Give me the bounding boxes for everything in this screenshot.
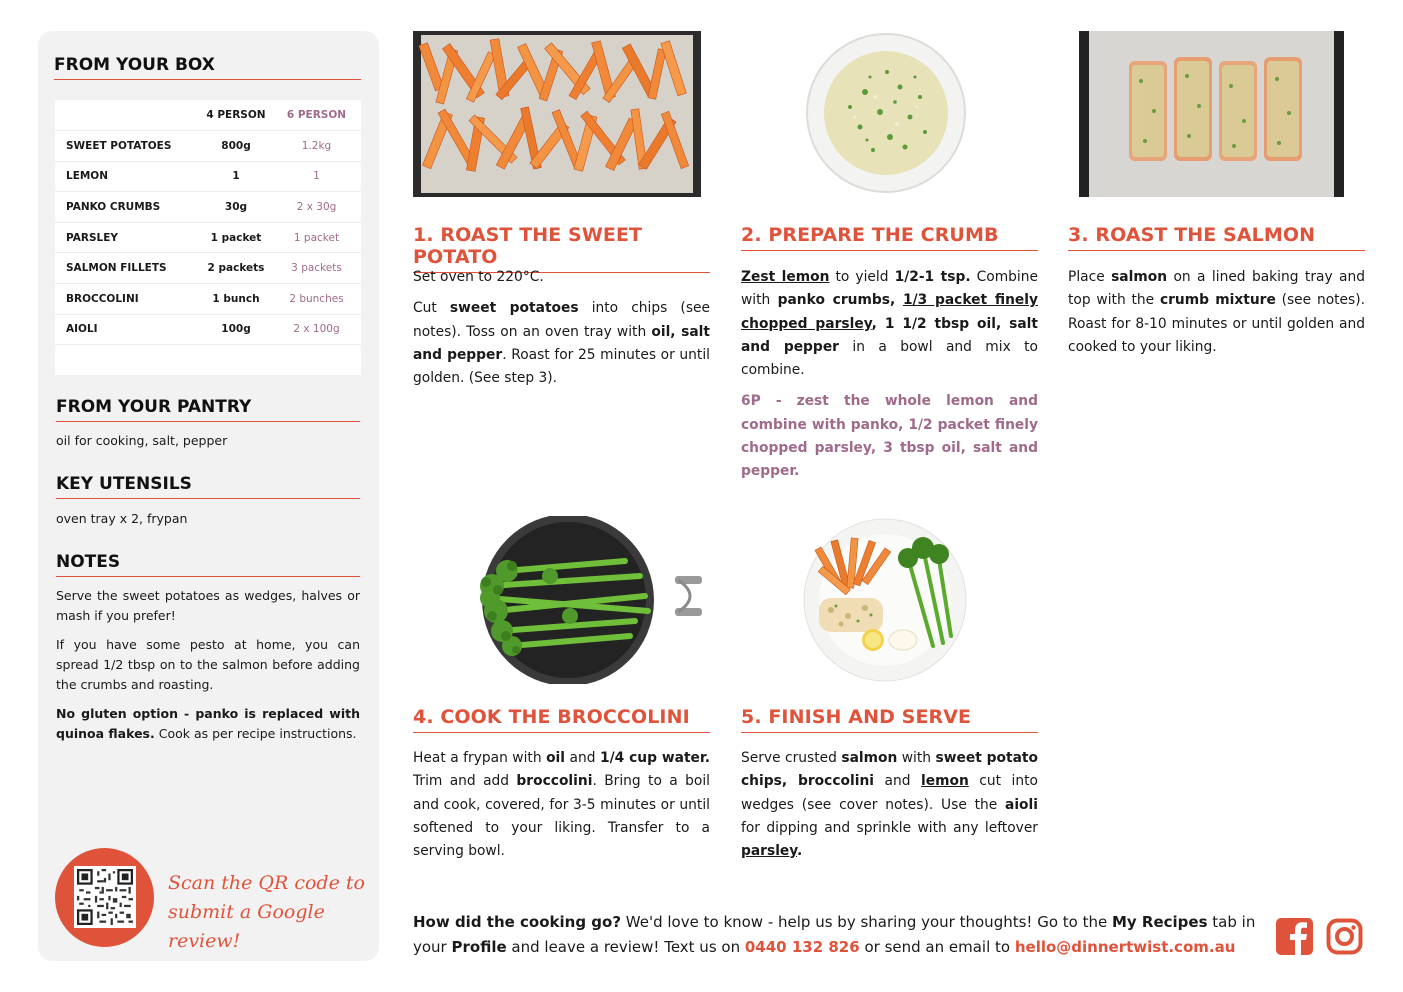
qr-code-icon <box>77 869 133 925</box>
ingredient-name: BROCCOLINI <box>55 284 200 315</box>
qty-4: 2 packets <box>200 253 272 284</box>
ingredient-name: PANKO CRUMBS <box>55 192 200 223</box>
table-row <box>55 192 361 223</box>
note-3: No gluten option - panko is replaced with quinoa flakes. Cook as per recipe instructions. <box>56 706 360 741</box>
ingredient-name: PARSLEY <box>55 222 200 253</box>
from-your-pantry-heading: FROM YOUR PANTRY <box>56 397 360 422</box>
qr-code[interactable] <box>74 866 136 928</box>
note-2: If you have some pesto at home, you can spread 1/2 tbsp on to the salmon before adding the crumbs and roasting. <box>56 637 360 692</box>
step-3-body: Place salmon on a lined baking tray and top with the crumb mixture (see notes). Roast for 8-10 minutes or until golden and cooked to your liking. <box>1068 269 1366 355</box>
qty-4: 30g <box>200 192 272 223</box>
phone-link[interactable]: 0440 132 826 <box>744 938 860 956</box>
table-row <box>55 253 361 284</box>
table-header-row <box>55 100 361 131</box>
key-utensils-heading: KEY UTENSILS <box>56 474 360 499</box>
table-row <box>55 131 361 162</box>
qty-6: 2 x 30g <box>272 192 361 223</box>
crumb-bowl-photo <box>805 32 967 194</box>
step-1-body: Set oven to 220°C. Cut sweet potatoes into chips (see notes). Toss on an oven tray with oil, salt and pepper. Roast for 25 minutes or until golden. (See step 3). <box>413 269 710 387</box>
step-5-title: 5. FINISH AND SERVE <box>741 706 1038 733</box>
ingredient-name: AIOLI <box>55 314 200 345</box>
step-4-body: Heat a frypan with oil and 1/4 cup water. Trim and add broccolini. Bring to a boil and cook, covered, for 3-5 minutes or until softened to your liking. Transfer to a serving bowl. <box>413 750 710 860</box>
broccolini-pan-photo <box>450 516 702 684</box>
step-2-title: 2. PREPARE THE CRUMB <box>741 224 1038 251</box>
qty-4: 1 <box>200 161 272 192</box>
instagram-icon[interactable] <box>1326 918 1363 955</box>
step-2-body: Zest lemon to yield 1/2-1 tsp. Combine with panko crumbs, 1/3 packet finely chopped parsley, 1 1/2 tbsp oil, salt and pepper in a bowl and mix to combine. 6P - zest the whole lemon and combine with panko, 1/2 packet finely chopped parsley, 3 tbsp oil, salt and pepper. <box>741 266 1038 492</box>
step-1-title: 1. ROAST THE SWEET POTATO <box>413 224 710 273</box>
salmon-tray-photo <box>1079 31 1344 197</box>
sweet-potato-tray-photo <box>413 31 701 197</box>
qty-4: 1 bunch <box>200 284 272 315</box>
note-1: Serve the sweet potatoes as wedges, halves or mash if you prefer! <box>56 588 360 623</box>
utensils-text: oven tray x 2, frypan <box>56 511 188 526</box>
step-5-body: Serve crusted salmon with sweet potato chips, broccolini and lemon cut into wedges (see cover notes). Use the aioli for dipping and sprinkle with any leftover parsley. <box>741 750 1039 860</box>
ingredient-name: SALMON FILLETS <box>55 253 200 284</box>
qty-6: 1 packet <box>272 222 361 253</box>
qty-6: 1 <box>272 161 361 192</box>
table-row <box>55 222 361 253</box>
pantry-text: oil for cooking, salt, pepper <box>56 433 228 448</box>
notes-heading: NOTES <box>56 552 360 577</box>
qr-caption: Scan the QR code to submit a Google review! <box>168 872 365 952</box>
qty-4: 100g <box>200 314 272 345</box>
col-6-person: 6 PERSON <box>272 100 361 131</box>
qty-6: 3 packets <box>272 253 361 284</box>
ingredient-name: LEMON <box>55 161 200 192</box>
finished-plate-photo <box>803 518 967 682</box>
notes-text <box>56 586 360 753</box>
qr-badge[interactable] <box>55 848 154 947</box>
col-4-person: 4 PERSON <box>200 100 272 131</box>
sidebar-panel <box>38 31 379 961</box>
facebook-icon[interactable] <box>1276 918 1313 955</box>
ingredients-table <box>55 100 361 375</box>
qty-4: 1 packet <box>200 222 272 253</box>
email-link[interactable]: hello@dinnertwist.com.au <box>1014 938 1236 956</box>
qty-6: 2 x 100g <box>272 314 361 345</box>
table-row <box>55 314 361 345</box>
qty-4: 800g <box>200 131 272 162</box>
step-4-title: 4. COOK THE BROCCOLINI <box>413 706 710 733</box>
table-row <box>55 284 361 315</box>
from-your-box-heading: FROM YOUR BOX <box>54 55 361 80</box>
table-row <box>55 161 361 192</box>
ingredient-name: SWEET POTATOES <box>55 131 200 162</box>
qty-6: 1.2kg <box>272 131 361 162</box>
feedback-footer: How did the cooking go? We'd love to know - help us by sharing your thoughts! Go to the My Recipes tab in your Profile and leave a review! Text us on 0440 132 826 or send an email to hello@dinnertwist.com.au <box>413 913 1256 956</box>
table-row-empty <box>55 345 361 376</box>
qty-6: 2 bunches <box>272 284 361 315</box>
step-2-6p-note: 6P - zest the whole lemon and combine with panko, 1/2 packet finely chopped parsley, 3 tbsp oil, salt and pepper. <box>741 393 1038 480</box>
step-3-title: 3. ROAST THE SALMON <box>1068 224 1365 251</box>
